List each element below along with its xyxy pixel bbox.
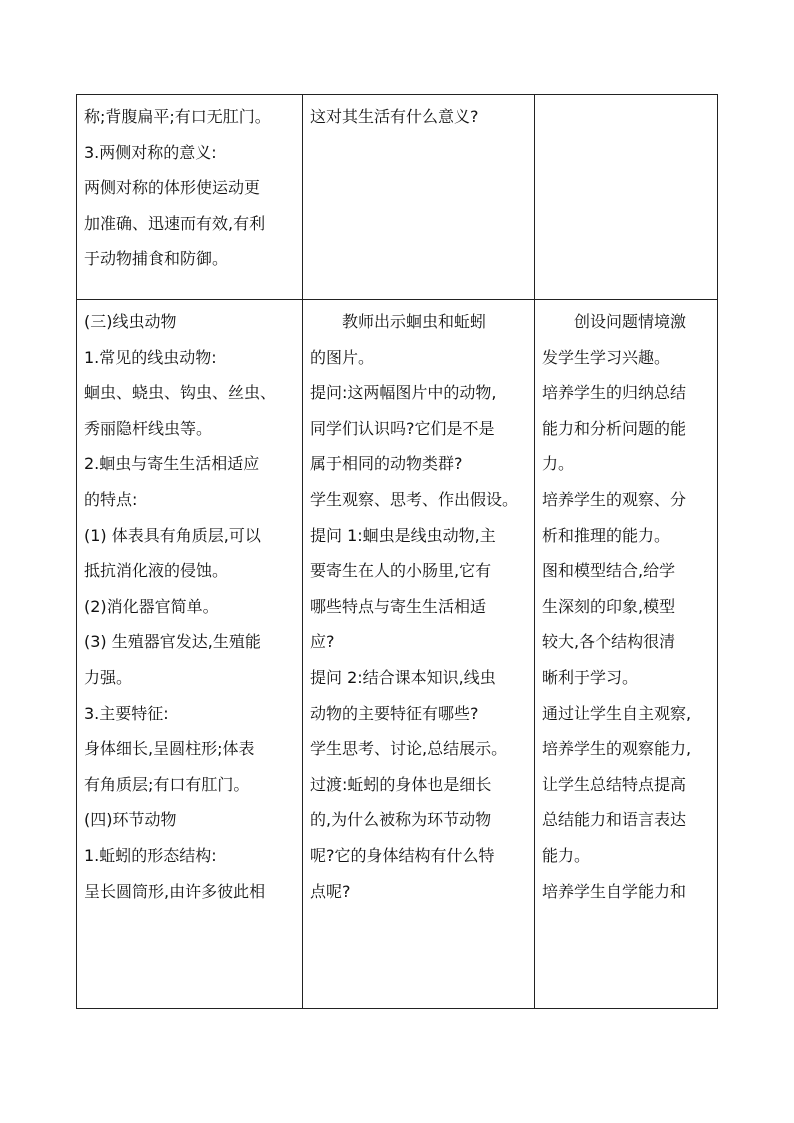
text-line: 呈长圆筒形,由许多彼此相 (84, 881, 266, 901)
text-line: (3) 生殖器官发达,生殖能 (84, 632, 261, 652)
text-line: 过渡:蚯蚓的身体也是细长 (310, 774, 492, 794)
text-line: 生深刻的印象,模型 (542, 596, 676, 616)
text-line: 提问:这两幅图片中的动物, (310, 383, 497, 403)
text-line: 应? (310, 632, 335, 652)
table-row (77, 300, 718, 1009)
text-line: 学生思考、讨论,总结展示。 (310, 739, 508, 759)
text-line: 2.蛔虫与寄生生活相适应 (84, 454, 260, 474)
text-line: 力。 (542, 454, 575, 474)
text-line: 呢?它的身体结构有什么特 (310, 845, 495, 865)
text-line: 让学生总结特点提高 (542, 774, 687, 794)
teacher-activity-cell (303, 95, 535, 300)
content-cell (77, 300, 303, 1009)
content-cell (77, 95, 303, 300)
text-line: 通过让学生自主观察, (542, 703, 692, 723)
text-line: 哪些特点与寄生生活相适 (310, 596, 487, 616)
text-line: 图和模型结合,给学 (542, 561, 676, 581)
text-line: 能力和分析问题的能 (542, 418, 687, 438)
text-line: 这对其生活有什么意义? (310, 107, 479, 126)
text-line: 提问 2:结合课本知识,线虫 (310, 667, 496, 687)
text-line: 培养学生的观察能力, (542, 739, 692, 759)
table-row (77, 95, 718, 300)
text-line: 较大,各个结构很清 (542, 632, 676, 652)
text-line: 1.常见的线虫动物: (84, 347, 217, 367)
text-line: (2)消化器官简单。 (84, 596, 219, 616)
text-line: 提问 1:蛔虫是线虫动物,主 (310, 525, 496, 545)
text-line: 培养学生的观察、分 (542, 489, 687, 509)
text-line: 于动物捕食和防御。 (84, 249, 229, 269)
text-line: 蛔虫、蛲虫、钩虫、丝虫、 (84, 383, 277, 403)
lesson-plan-table (76, 94, 718, 1009)
text-line: 身体细长,呈圆柱形;体表 (84, 739, 255, 759)
text-line: 动物的主要特征有哪些? (310, 703, 479, 723)
text-line: 培养学生的归纳总结 (542, 383, 687, 403)
text-line: 3.主要特征: (84, 703, 169, 723)
text-line: 晰利于学习。 (542, 667, 639, 687)
text-line: 能力。 (542, 845, 591, 865)
text-line: 的特点: (84, 489, 138, 509)
text-line: 称;背腹扁平;有口无肛门。 (84, 107, 271, 126)
teacher-activity-cell (303, 300, 535, 1009)
text-line: 的图片。 (310, 347, 375, 367)
design-intent-cell (535, 300, 718, 1009)
text-line: (四)环节动物 (84, 810, 177, 830)
text-line: 学生观察、思考、作出假设。 (310, 489, 519, 509)
text-line: 析和推理的能力。 (542, 525, 671, 545)
text-line: 力强。 (84, 667, 133, 687)
text-line: 培养学生自学能力和 (542, 881, 687, 901)
text-line: 加准确、迅速而有效,有利 (84, 213, 266, 233)
text-line: 创设问题情境激 (574, 312, 687, 331)
text-line: 总结能力和语言表达 (542, 810, 687, 830)
text-line: 发学生学习兴趣。 (542, 347, 671, 367)
text-line: 1.蚯蚓的形态结构: (84, 845, 217, 865)
text-line: 点呢? (310, 881, 351, 901)
text-line: 教师出示蛔虫和蚯蚓 (342, 312, 487, 331)
text-line: 3.两侧对称的意义: (84, 142, 217, 162)
text-line: 有角质层;有口有肛门。 (84, 774, 250, 794)
text-line: (1) 体表具有角质层,可以 (84, 525, 261, 545)
text-line: 秀丽隐杆线虫等。 (84, 418, 213, 438)
text-line: 抵抗消化液的侵蚀。 (84, 561, 229, 581)
text-line: 属于相同的动物类群? (310, 454, 463, 474)
text-line: 要寄生在人的小肠里,它有 (310, 561, 492, 581)
text-line: 同学们认识吗?它们是不是 (310, 418, 495, 438)
text-line: 的,为什么被称为环节动物 (310, 810, 492, 830)
text-line: (三)线虫动物 (84, 312, 177, 331)
design-intent-cell (535, 95, 718, 300)
text-line: 两侧对称的体形使运动更 (84, 178, 261, 198)
